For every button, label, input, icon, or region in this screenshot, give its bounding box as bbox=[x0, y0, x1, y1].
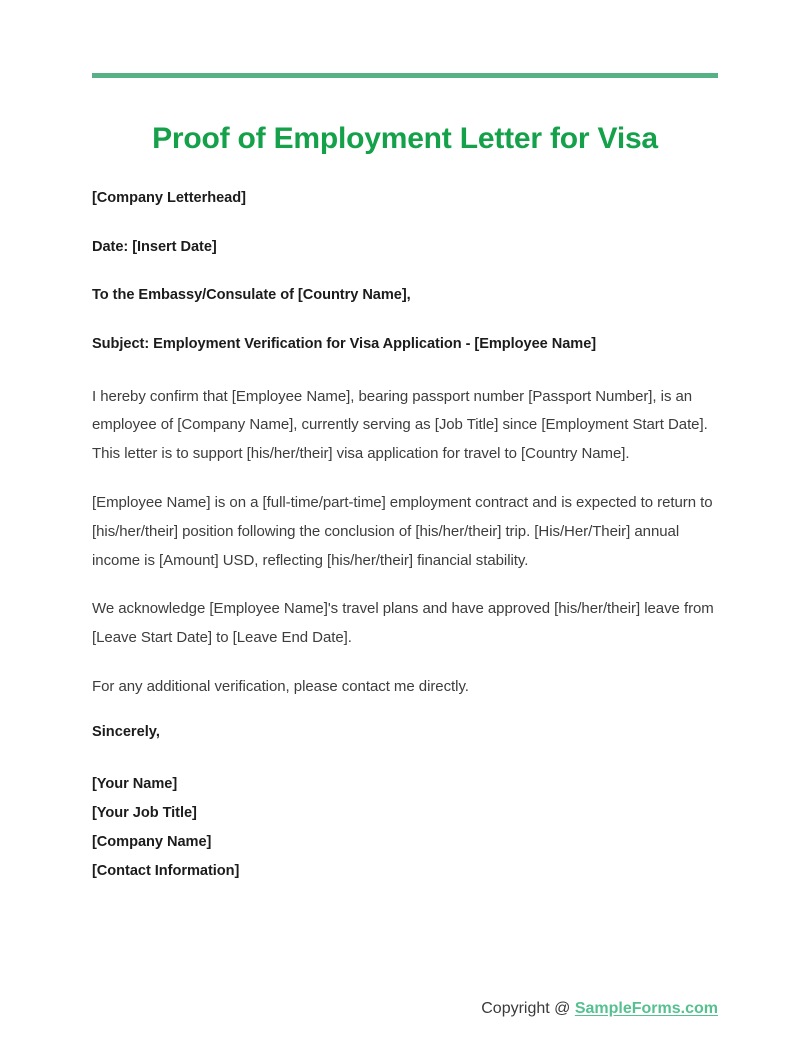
sign-off-line: Sincerely, bbox=[92, 723, 160, 740]
copyright-text: Copyright @ bbox=[481, 1000, 575, 1017]
signature-contact-information: [Contact Information] bbox=[92, 862, 240, 879]
footer bbox=[92, 998, 718, 1020]
header-accent-bar bbox=[92, 73, 718, 78]
body-paragraph-2: [Employee Name] is on a [full-time/part-time] employment contract and is expected to return to [his/her/their] position following the conclusion of [his/her/their] trip. [His/Her/Their] annual income is [Amount] USD, reflecting [his/her/their] financial stability. bbox=[92, 494, 713, 569]
sampleforms-link[interactable]: SampleForms.com bbox=[574, 1000, 718, 1017]
signature-job-title: [Your Job Title] bbox=[92, 804, 197, 821]
page-title: Proof of Employment Letter for Visa bbox=[152, 122, 658, 156]
recipient-line: To the Embassy/Consulate of [Country Name], bbox=[92, 287, 411, 304]
signature-your-name: [Your Name] bbox=[92, 775, 178, 792]
subject-line: Subject: Employment Verification for Visa Application - [Employee Name] bbox=[92, 335, 597, 352]
body-paragraph-1: I hereby confirm that [Employee Name], bearing passport number [Passport Number], is an employee of [Company Name], currently serving as [Job Title] since [Employment Start Date]. This letter is to support [his/her/their] visa application for travel to [Country Name]. bbox=[92, 387, 708, 463]
body-paragraph-3: We acknowledge [Employee Name]'s travel plans and have approved [his/her/their] leave from [Leave Start Date] to [Leave End Date]. bbox=[92, 600, 714, 647]
signature-company-name: [Company Name] bbox=[92, 833, 212, 850]
date-line: Date: [Insert Date] bbox=[92, 238, 217, 255]
letter-body bbox=[92, 188, 720, 886]
company-letterhead-line: [Company Letterhead] bbox=[92, 190, 246, 206]
signature-block bbox=[92, 770, 720, 886]
body-paragraph-4: For any additional verification, please contact me directly. bbox=[92, 678, 469, 695]
